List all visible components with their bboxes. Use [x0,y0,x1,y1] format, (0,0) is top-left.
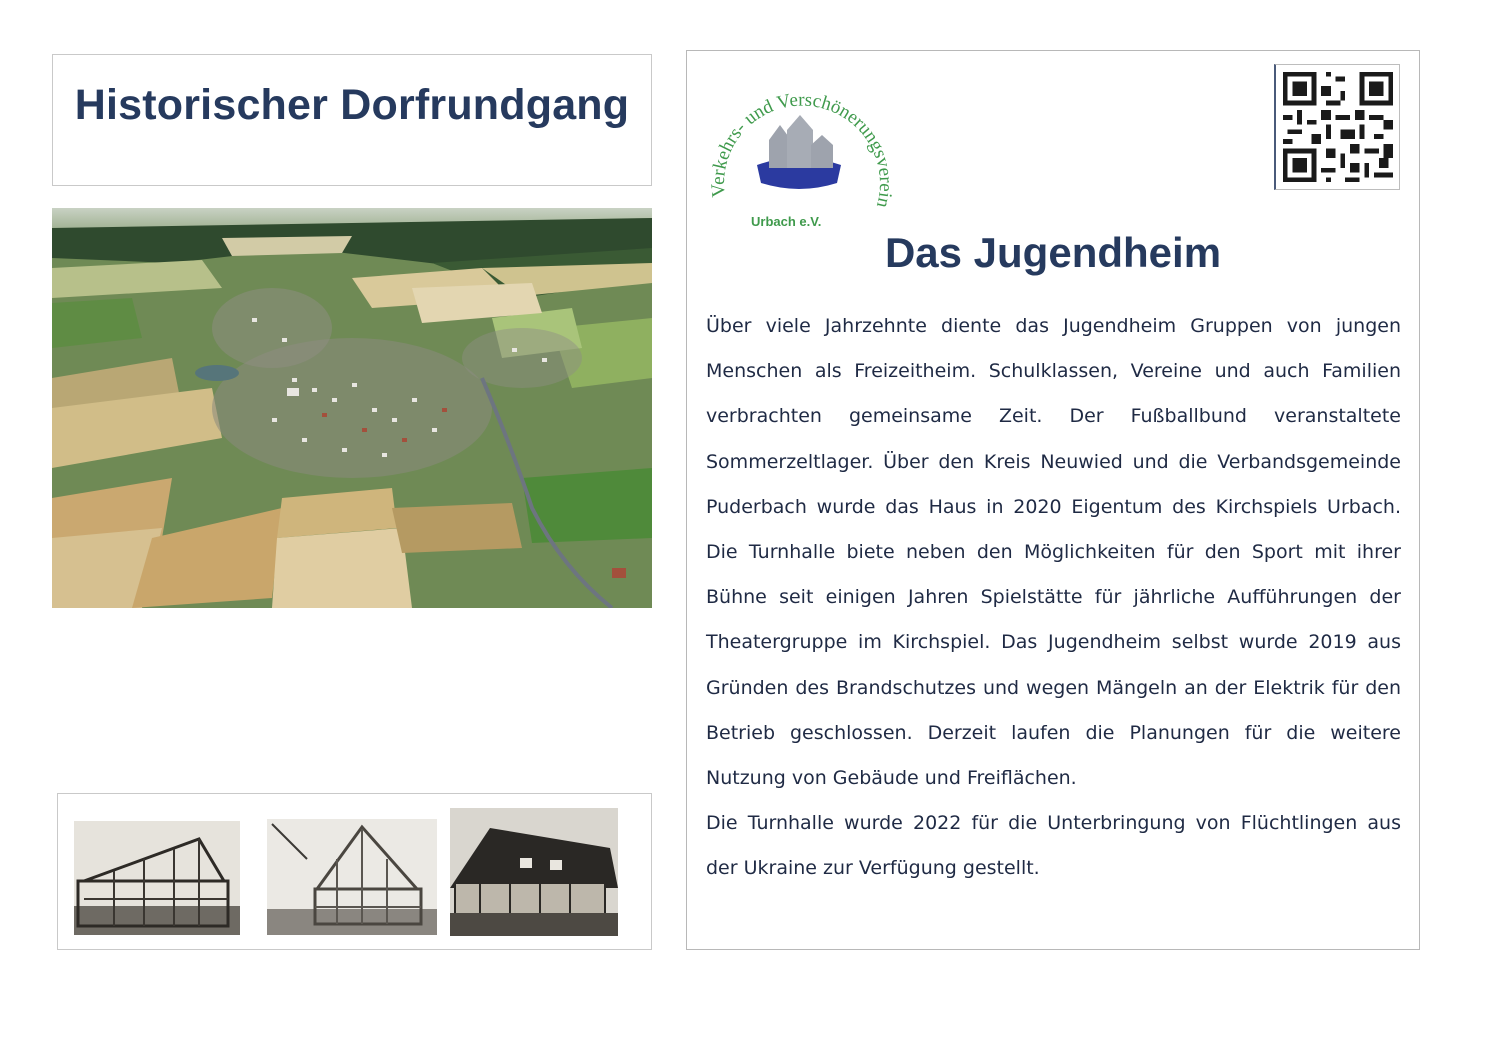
aerial-village-photo [52,208,652,608]
timber-frame-construction-photo-1 [74,821,240,935]
svg-text:Verkehrs- und Verschönerungsve: Verkehrs- und Verschönerungsverein [707,89,897,210]
timber-frame-construction-photo-2 [267,819,437,935]
content-panel [686,50,1420,950]
history-photo-strip [57,793,652,950]
page-title: Historischer Dorfrundgang [74,81,630,129]
qr-code-icon[interactable] [1274,64,1400,190]
svg-text:Urbach e.V.: Urbach e.V. [751,214,822,229]
section-heading: Das Jugendheim [884,229,1222,276]
title-box [52,54,652,186]
finished-house-photo [450,808,618,936]
body-paragraph-1: Über viele Jahrzehnte diente das Jugendheim Gruppen von jungen Menschen als Freizeitheim. Schulklassen, Vereine und auch Familien verbrachten gemeinsame Zeit. Der Fußballbund veranstaltete Sommerzeltlager. Über den Kreis Neuwied und die Verbandsgemeinde Puderbach wurde das Haus in 2020 Eigentum des Kirchspiels Urbach. Die Turnhalle biete neben den Möglichkeiten für den Sport mit ihrer Bühne seit einigen Jahren Spielstätte für jährliche Aufführungen der Theatergruppe im Kirchspiel. Das Jugendheim selbst wurde 2019 aus Gründen des Brandschutzes und wegen Mängeln an der Elektrik für den Betrieb geschlossen. Derzeit laufen die Planungen für die weitere Nutzung von Gebäude und Freiflächen. [706,315,1401,790]
body-paragraph-2: Die Turnhalle wurde 2022 für die Unterbringung von Flüchtlingen aus der Ukraine zur Verfügung gestellt. [706,812,1401,880]
body-text [706,304,1401,892]
village-church-logo-icon [699,55,899,235]
